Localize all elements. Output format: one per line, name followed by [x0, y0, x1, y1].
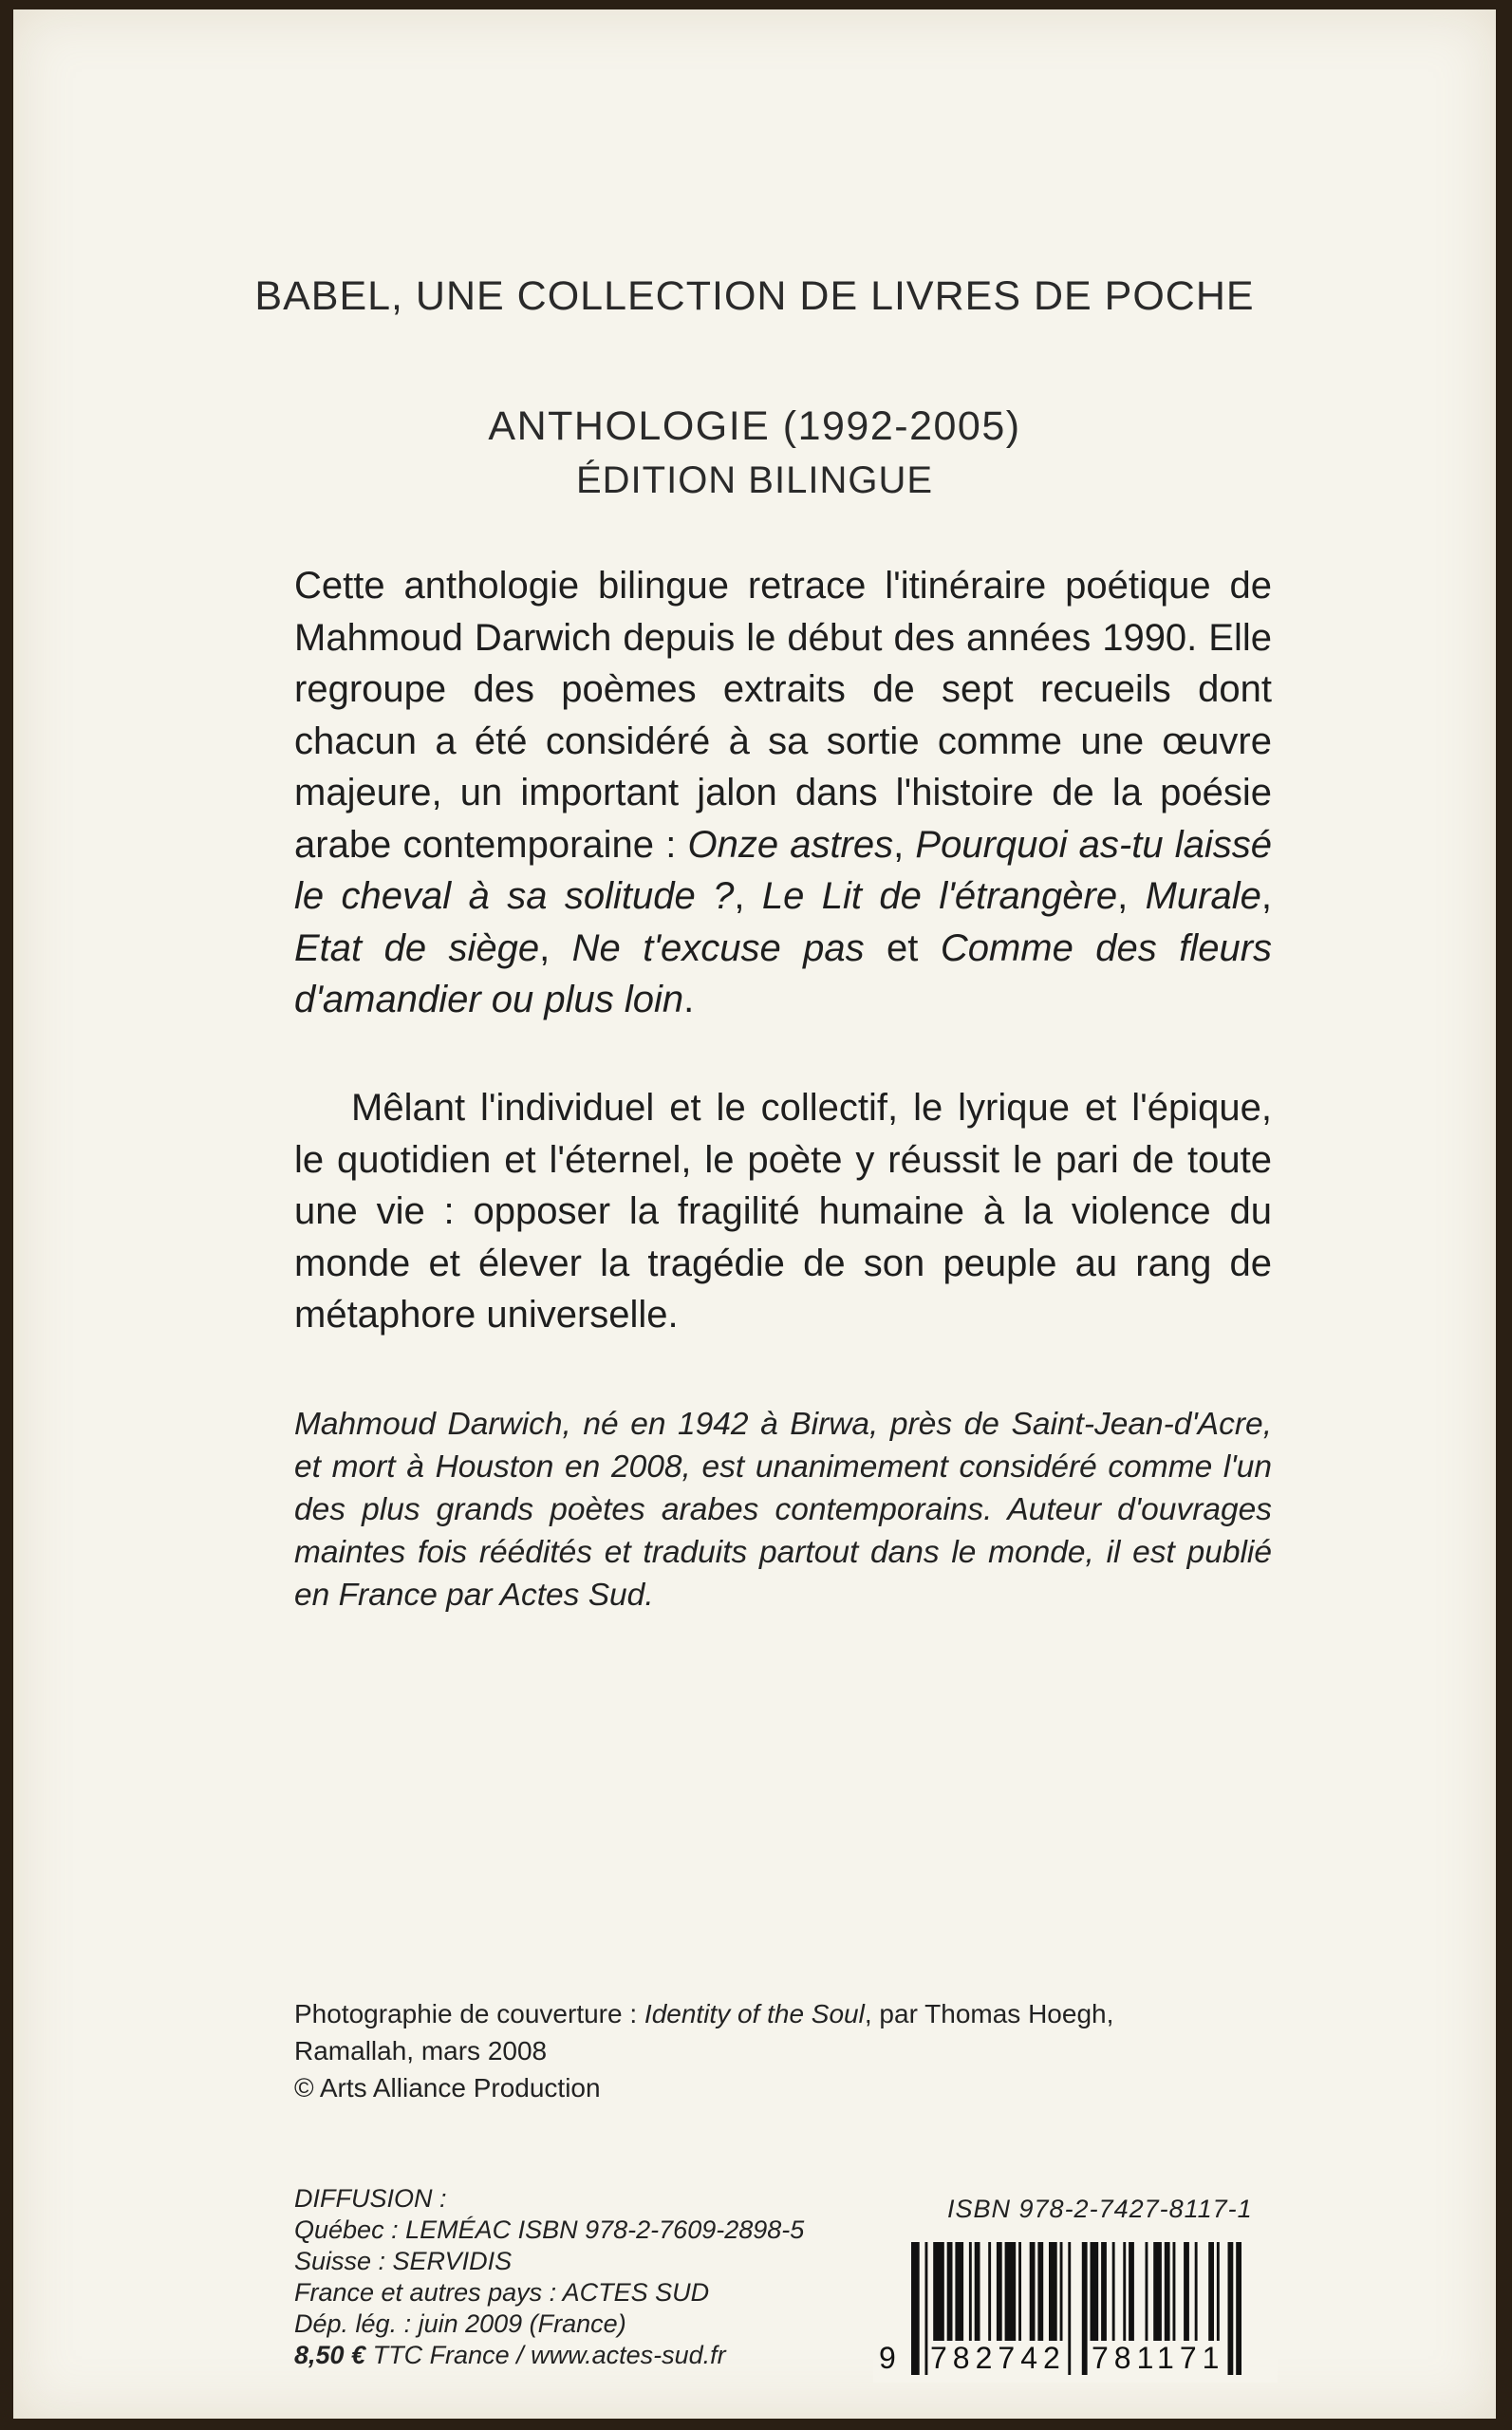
barcode-bar: [1217, 2242, 1220, 2341]
barcode-bar: [1112, 2242, 1115, 2341]
description-paragraph-2: Mêlant l'individuel et le collectif, le lyrique et l'épique, le quotidien et l'éternel, le poète y réussit le pari de toute une vie : opposer la fragilité humaine à la violence du monde et élever la tragédie de son peuple au rang de métaphore universelle.: [294, 1087, 1272, 1336]
distribution-info: [294, 2183, 902, 2371]
barcode-bar: [969, 2242, 972, 2341]
barcode-bar: [1005, 2242, 1017, 2341]
price-line: [294, 2340, 902, 2371]
diffusion-suisse: Suisse : SERVIDIS: [294, 2247, 513, 2275]
photo-credits: [294, 1995, 1243, 2106]
barcode-bar: [1123, 2242, 1126, 2341]
barcode-bar: [1129, 2242, 1134, 2341]
period: .: [683, 979, 695, 1020]
separator: ,: [1260, 875, 1272, 917]
description-paragraph-1: [294, 560, 1272, 1026]
barcode-digits-left: 782742: [930, 2341, 1066, 2375]
credit-line-3: © Arts Alliance Production: [294, 2073, 601, 2103]
work-title: Onze astres: [687, 823, 894, 866]
barcode-bar: [1060, 2242, 1063, 2341]
separator: ,: [1117, 875, 1146, 917]
barcode-bar: [1153, 2242, 1162, 2341]
barcode-bar: [933, 2242, 944, 2341]
barcode-first-digit: 9: [879, 2341, 896, 2375]
separator: ,: [734, 875, 762, 917]
credit-line-1: [294, 1995, 1243, 2032]
work-title: Comme des fleurs d'amandier ou plus loin: [294, 926, 1273, 1020]
author-bio: Mahmoud Darwich, né en 1942 à Birwa, près de Saint-Jean-d'Acre, et mort à Houston en 2008, est unanimement considéré comme l'un des plus grands poètes arabes contemporains. Auteur d'ouvrages maintes fois réédités et traduits partout dans le monde, il est publié en France par Actes Sud.: [294, 1407, 1272, 1613]
barcode: [873, 2238, 1278, 2383]
barcode-bar: [1030, 2242, 1036, 2341]
barcode-bar: [997, 2242, 1002, 2341]
diffusion-heading: DIFFUSION :: [294, 2184, 447, 2213]
work-title: Le Lit de l'étrangère: [761, 875, 1118, 917]
barcode-bar: [911, 2242, 920, 2375]
work-title: Etat de siège: [294, 926, 540, 969]
photo-title: Identity of the Soul: [644, 1999, 865, 2028]
series-name: BABEL, UNE COLLECTION DE LIVRES DE POCHE: [254, 273, 1255, 319]
price-suffix: TTC France / www.actes-sud.fr: [365, 2341, 726, 2369]
barcode-bar: [1146, 2242, 1148, 2341]
isbn-label: ISBN 978-2-7427-8117-1: [947, 2195, 1253, 2223]
barcode-bar: [1082, 2242, 1088, 2375]
work-title: Murale: [1145, 875, 1261, 917]
barcode-bar: [1091, 2242, 1099, 2341]
credit-suffix: , par Thomas Hoegh,: [864, 1999, 1114, 2028]
barcode-bar: [1184, 2242, 1189, 2341]
barcode-bar: [1101, 2242, 1107, 2341]
barcode-bar: [975, 2242, 980, 2341]
credit-prefix: Photographie de couverture :: [294, 1999, 644, 2028]
work-title: Pourquoi as-tu laissé le cheval à sa solitude ?: [294, 823, 1272, 917]
separator: ,: [539, 926, 572, 969]
work-title: Ne t'excuse pas: [571, 926, 865, 969]
barcode-bar: [1236, 2242, 1241, 2375]
separator: et: [864, 926, 941, 969]
barcode-digits-right: 781171: [1092, 2341, 1225, 2375]
barcode-bar: [1068, 2242, 1071, 2375]
barcode-bar: [1173, 2242, 1176, 2341]
legal-deposit: Dép. lég. : juin 2009 (France): [294, 2309, 626, 2338]
barcode-bar: [1208, 2242, 1214, 2341]
barcode-bar: [988, 2242, 991, 2341]
description-text: Cette anthologie bilingue retrace l'itinéraire poétique de Mahmoud Darwich depuis le début des années 1990. Elle regroupe des poèmes extraits de sept recueils dont chacun a été considéré à sa sortie comme une œuvre majeure, un important jalon dans l'histoire de la poésie arabe contemporaine :: [294, 565, 1272, 866]
diffusion-france: France et autres pays : ACTES SUD: [294, 2278, 710, 2307]
barcode-bar: [1228, 2242, 1234, 2375]
separator: ,: [893, 823, 916, 866]
credit-line-2: Ramallah, mars 2008: [294, 2036, 548, 2066]
barcode-bar: [1195, 2242, 1198, 2341]
price: 8,50 €: [294, 2341, 366, 2369]
diffusion-quebec: Québec : LEMÉAC ISBN 978-2-7609-2898-5: [294, 2215, 805, 2244]
book-back-cover: [13, 9, 1496, 2419]
barcode-bar: [1037, 2242, 1043, 2341]
edition-subtitle: ÉDITION BILINGUE: [575, 459, 934, 501]
barcode-bar: [1165, 2242, 1170, 2341]
barcode-bar: [1049, 2242, 1057, 2341]
barcode-bar: [947, 2242, 953, 2341]
book-title: ANTHOLOGIE (1992-2005): [488, 403, 1021, 449]
barcode-bar: [925, 2242, 928, 2375]
barcode-bar: [1018, 2242, 1021, 2341]
barcode-bar: [955, 2242, 963, 2341]
